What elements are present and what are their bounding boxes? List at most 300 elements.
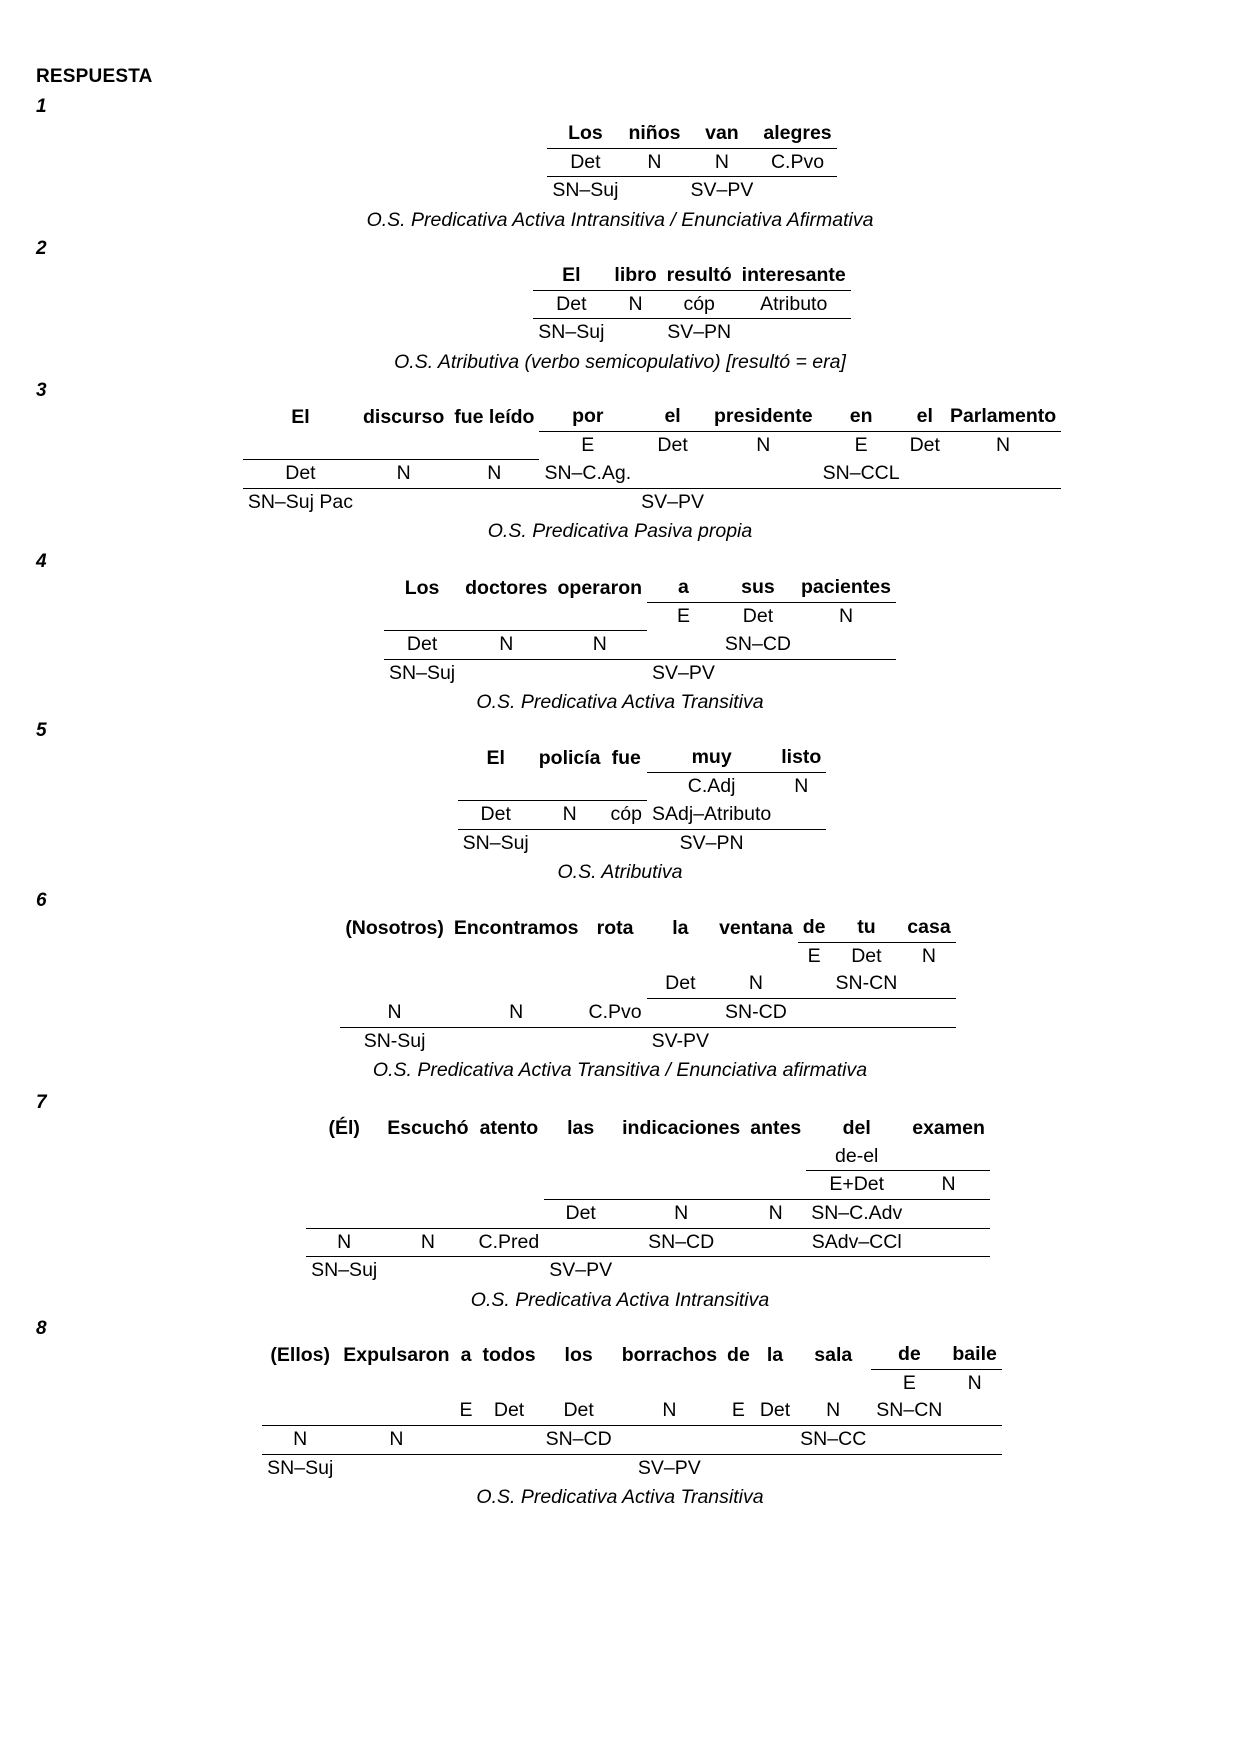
label-filler bbox=[454, 1454, 477, 1482]
label-filler bbox=[544, 1228, 617, 1257]
token: los bbox=[564, 1343, 593, 1366]
label: N bbox=[340, 999, 449, 1028]
analysis-row-words bbox=[262, 1341, 1002, 1369]
exercise-block-3 bbox=[0, 403, 1240, 546]
exercise-block-5 bbox=[0, 744, 1240, 887]
analysis-row-labels bbox=[533, 319, 850, 347]
label: SV–PN bbox=[667, 321, 732, 344]
label-filler bbox=[358, 431, 449, 459]
exercise-caption: O.S. Predicativa Activa Intransitiva / Enunciativa Afirmativa bbox=[366, 209, 874, 232]
label-filler bbox=[647, 942, 714, 970]
label-filler bbox=[796, 659, 896, 687]
analysis-row-labels bbox=[458, 800, 827, 829]
label-filler bbox=[714, 1027, 798, 1055]
analysis-table-1 bbox=[547, 120, 836, 205]
caption-wrap-6 bbox=[0, 1057, 1240, 1084]
label-filler bbox=[636, 459, 709, 488]
label-filler bbox=[945, 488, 1061, 516]
label-filler bbox=[617, 1257, 745, 1285]
label: N bbox=[714, 970, 798, 998]
analysis-row-words bbox=[306, 1115, 990, 1143]
token: antes bbox=[750, 1117, 802, 1139]
label: SN–Suj bbox=[462, 831, 529, 854]
label-filler bbox=[306, 1143, 382, 1171]
analysis-row-words bbox=[384, 574, 896, 602]
exercise-caption: O.S. Predicativa Activa Intransitiva bbox=[470, 1289, 770, 1312]
label-filler bbox=[902, 1027, 955, 1055]
label-filler bbox=[831, 999, 903, 1028]
label: Det bbox=[547, 148, 623, 177]
label: SN–CD bbox=[617, 1228, 745, 1257]
label: N bbox=[617, 1397, 722, 1425]
label: SV–PV bbox=[549, 1259, 613, 1282]
label: SN–CC bbox=[795, 1426, 871, 1455]
exercise-block-2 bbox=[0, 262, 1240, 376]
label-filler bbox=[947, 1454, 1001, 1482]
token: examen bbox=[912, 1117, 985, 1139]
label-filler bbox=[907, 1257, 990, 1285]
token: pacientes bbox=[796, 574, 896, 602]
label-filler bbox=[262, 1369, 338, 1397]
label-filler bbox=[795, 1369, 871, 1397]
label-filler bbox=[609, 319, 661, 347]
token: muy bbox=[647, 744, 776, 772]
analysis-row-labels bbox=[306, 1200, 990, 1229]
label-filler bbox=[947, 1426, 1001, 1455]
token: operaron bbox=[557, 576, 643, 599]
label: N bbox=[609, 290, 661, 319]
label-filler bbox=[617, 1143, 745, 1171]
analysis-row-labels bbox=[306, 1257, 990, 1285]
token: presidente bbox=[709, 403, 818, 431]
token: fue bbox=[611, 746, 641, 769]
label: Det bbox=[541, 1397, 617, 1425]
analysis-row-labels bbox=[384, 659, 896, 687]
label: N bbox=[306, 1228, 382, 1257]
label: SN–Suj bbox=[311, 1259, 378, 1282]
exercise-caption: O.S. Atributiva bbox=[557, 861, 683, 884]
token: del bbox=[842, 1117, 871, 1139]
label-filler bbox=[617, 1426, 722, 1455]
label-filler bbox=[338, 1369, 454, 1397]
label-filler bbox=[902, 999, 955, 1028]
exercise-number-5: 5 bbox=[36, 720, 47, 741]
label-filler bbox=[617, 1369, 722, 1397]
analysis-table-4 bbox=[384, 574, 896, 687]
label-filler bbox=[340, 970, 449, 998]
exercise-block-1 bbox=[0, 120, 1240, 234]
token: de bbox=[798, 914, 831, 942]
label: N bbox=[262, 1426, 338, 1455]
label: SN–Suj Pac bbox=[247, 490, 353, 513]
label-filler bbox=[722, 1454, 755, 1482]
label-filler bbox=[478, 1426, 541, 1455]
label-filler bbox=[534, 829, 606, 857]
label: Det bbox=[755, 1397, 795, 1425]
label: N bbox=[358, 459, 449, 488]
token: Encontramos bbox=[453, 916, 579, 939]
token: el bbox=[905, 403, 945, 431]
label: C.Pvo bbox=[758, 148, 836, 177]
caption-wrap-1 bbox=[0, 207, 1240, 234]
exercise-caption: O.S. Predicativa Pasiva propia bbox=[487, 520, 753, 543]
token: todos bbox=[482, 1343, 536, 1366]
label-filler bbox=[384, 602, 460, 630]
analysis-row-labels bbox=[306, 1228, 990, 1257]
analysis-row-labels bbox=[262, 1426, 1002, 1455]
token: Parlamento bbox=[945, 403, 1061, 431]
label: SV–PV bbox=[641, 490, 705, 513]
analysis-table-8 bbox=[262, 1341, 1002, 1482]
label: SV–PV bbox=[690, 179, 754, 202]
analysis-row-words bbox=[340, 914, 955, 942]
analysis-row-labels bbox=[262, 1397, 1002, 1425]
token: de bbox=[727, 1343, 750, 1366]
token: baile bbox=[947, 1341, 1001, 1369]
label-filler bbox=[474, 1171, 545, 1200]
caption-wrap-5 bbox=[0, 859, 1240, 886]
token: por bbox=[539, 403, 636, 431]
analysis-row-words bbox=[533, 262, 850, 290]
label-filler bbox=[544, 1171, 617, 1200]
token: Los bbox=[404, 576, 440, 599]
label: N bbox=[996, 433, 1011, 456]
label: C.Adj bbox=[687, 774, 736, 797]
label-filler bbox=[382, 1257, 473, 1285]
label-filler bbox=[358, 488, 449, 516]
label: SN–CCL bbox=[818, 459, 905, 488]
label-filler bbox=[306, 1200, 382, 1229]
analysis-row-labels bbox=[384, 602, 896, 630]
label-filler bbox=[474, 1257, 545, 1285]
label-filler bbox=[831, 1027, 903, 1055]
analysis-table-3 bbox=[243, 403, 1061, 516]
token: casa bbox=[902, 914, 955, 942]
analysis-table-6 bbox=[340, 914, 955, 1055]
token: policía bbox=[538, 746, 601, 769]
label: N bbox=[921, 944, 937, 967]
label: cóp bbox=[662, 290, 737, 319]
label-filler bbox=[902, 970, 955, 998]
label: N bbox=[449, 999, 584, 1028]
label-filler bbox=[945, 459, 1061, 488]
label: N bbox=[756, 433, 771, 456]
label: E bbox=[854, 433, 868, 456]
analysis-row-labels bbox=[243, 459, 1061, 488]
token: discurso bbox=[362, 405, 445, 428]
label-filler bbox=[905, 459, 945, 488]
label-filler bbox=[798, 970, 831, 998]
label: Det bbox=[909, 433, 940, 456]
token: las bbox=[567, 1117, 595, 1139]
exercise-caption: O.S. Predicativa Activa Transitiva bbox=[476, 691, 764, 714]
analysis-row-labels bbox=[458, 772, 827, 800]
token: El bbox=[533, 262, 609, 290]
token: Expulsaron bbox=[343, 1343, 450, 1366]
label: N bbox=[617, 1200, 745, 1229]
label-filler bbox=[474, 1200, 545, 1229]
label: N bbox=[460, 630, 552, 659]
label: N bbox=[338, 1426, 454, 1455]
label: N bbox=[685, 148, 758, 177]
token: Escuchó bbox=[387, 1117, 469, 1139]
label: SV–PV bbox=[652, 661, 715, 684]
exercise-block-7 bbox=[0, 1115, 1240, 1314]
exercise-number-8: 8 bbox=[36, 1318, 47, 1339]
label-filler bbox=[745, 1228, 806, 1257]
label-filler bbox=[617, 1171, 745, 1200]
label-filler bbox=[623, 177, 685, 205]
exercise-number-6: 6 bbox=[36, 890, 47, 911]
label-filler bbox=[745, 1171, 806, 1200]
label-filler bbox=[458, 772, 534, 800]
label: E bbox=[581, 433, 595, 456]
analysis-row-labels bbox=[533, 290, 850, 319]
label-filler bbox=[755, 1454, 795, 1482]
label: SAdj–Atributo bbox=[647, 800, 776, 829]
label: E+Det bbox=[806, 1171, 907, 1200]
caption-wrap-4 bbox=[0, 689, 1240, 716]
label-filler bbox=[306, 1171, 382, 1200]
label-filler bbox=[449, 431, 539, 459]
token: sala bbox=[814, 1343, 853, 1366]
analysis-row-labels bbox=[243, 488, 1061, 516]
label: N bbox=[795, 1397, 871, 1425]
token: el bbox=[636, 403, 709, 431]
label: E bbox=[454, 1397, 477, 1425]
label-filler bbox=[647, 630, 720, 659]
token: El bbox=[291, 405, 310, 428]
analysis-row-labels bbox=[262, 1454, 1002, 1482]
label: Det bbox=[243, 459, 358, 488]
label: Atributo bbox=[737, 290, 851, 319]
label-filler bbox=[871, 1426, 947, 1455]
label-filler bbox=[745, 1257, 806, 1285]
exercise-block-6 bbox=[0, 914, 1240, 1085]
token: la bbox=[672, 916, 689, 939]
label-filler bbox=[818, 488, 905, 516]
label-filler bbox=[714, 942, 798, 970]
label: SN–CD bbox=[720, 630, 796, 659]
exercise-number-1: 1 bbox=[36, 96, 47, 117]
label: N bbox=[534, 800, 606, 829]
label: SN–CN bbox=[871, 1397, 947, 1425]
label-filler bbox=[541, 1369, 617, 1397]
exercise-caption: O.S. Predicativa Activa Transitiva bbox=[476, 1486, 764, 1509]
analysis-row-labels bbox=[340, 970, 955, 998]
token: indicaciones bbox=[622, 1117, 741, 1139]
label-filler bbox=[737, 319, 851, 347]
token: en bbox=[818, 403, 905, 431]
label-filler bbox=[722, 1369, 755, 1397]
exercise-caption: O.S. Atributiva (verbo semicopulativo) [resultó = era] bbox=[394, 351, 846, 374]
analysis-row-words bbox=[458, 744, 827, 772]
label: cóp bbox=[606, 800, 647, 829]
token: van bbox=[685, 120, 758, 148]
token: niños bbox=[623, 120, 685, 148]
label-filler bbox=[544, 1143, 617, 1171]
label: Det bbox=[647, 970, 714, 998]
exercise-number-4: 4 bbox=[36, 551, 47, 572]
label-filler bbox=[606, 829, 647, 857]
label-filler bbox=[647, 999, 714, 1028]
analysis-row-words bbox=[547, 120, 836, 148]
token: ventana bbox=[719, 916, 793, 939]
label-filler bbox=[539, 488, 636, 516]
token: doctores bbox=[465, 576, 548, 599]
analysis-row-labels bbox=[384, 630, 896, 659]
label: Det bbox=[657, 433, 688, 456]
label: SV–PN bbox=[679, 831, 744, 854]
label: E bbox=[676, 604, 690, 627]
label-filler bbox=[709, 488, 818, 516]
analysis-row-labels bbox=[243, 431, 1061, 459]
analysis-row-labels bbox=[547, 177, 836, 205]
token: alegres bbox=[758, 120, 836, 148]
label: SN–CD bbox=[541, 1426, 617, 1455]
label-filler bbox=[871, 1454, 947, 1482]
label: N bbox=[907, 1171, 990, 1200]
label: N bbox=[838, 604, 854, 627]
analysis-row-labels bbox=[458, 829, 827, 857]
token: listo bbox=[776, 744, 826, 772]
label-filler bbox=[776, 800, 826, 829]
caption-wrap-7 bbox=[0, 1287, 1240, 1314]
analysis-row-labels bbox=[306, 1143, 990, 1171]
label: E bbox=[902, 1371, 916, 1394]
label-filler bbox=[722, 1426, 755, 1455]
label: N bbox=[967, 1371, 982, 1394]
analysis-row-labels bbox=[262, 1369, 1002, 1397]
token: (Él) bbox=[328, 1117, 360, 1139]
analysis-row-labels bbox=[340, 999, 955, 1028]
label: SN-CN bbox=[831, 970, 903, 998]
label: SN–Suj bbox=[552, 179, 619, 202]
label: SN–C.Ag. bbox=[539, 459, 636, 488]
token: borrachos bbox=[621, 1343, 718, 1366]
label: Det bbox=[478, 1397, 541, 1425]
label: N bbox=[794, 774, 809, 797]
token: tu bbox=[831, 914, 903, 942]
label: N bbox=[449, 459, 539, 488]
label-filler bbox=[340, 942, 449, 970]
label: Det bbox=[742, 604, 774, 627]
label-filler bbox=[478, 1369, 541, 1397]
token: El bbox=[486, 746, 505, 769]
label: Det bbox=[533, 290, 609, 319]
label-filler bbox=[449, 970, 584, 998]
caption-wrap-3 bbox=[0, 518, 1240, 545]
label-filler bbox=[798, 999, 831, 1028]
token: a bbox=[647, 574, 720, 602]
label-filler bbox=[755, 1426, 795, 1455]
label: C.Pvo bbox=[584, 999, 647, 1028]
label: SV–PV bbox=[637, 1456, 701, 1479]
label-filler bbox=[338, 1397, 454, 1425]
label-filler bbox=[584, 970, 647, 998]
label: de-el bbox=[806, 1143, 907, 1171]
label: Det bbox=[544, 1200, 617, 1229]
label-filler bbox=[907, 1143, 990, 1171]
token: sus bbox=[720, 574, 796, 602]
analysis-table-5 bbox=[458, 744, 827, 857]
label-filler bbox=[947, 1397, 1001, 1425]
label-filler bbox=[745, 1143, 806, 1171]
label: SN-CD bbox=[714, 999, 798, 1028]
label-filler bbox=[907, 1228, 990, 1257]
label: N bbox=[745, 1200, 806, 1229]
label-filler bbox=[806, 1257, 907, 1285]
label-filler bbox=[796, 630, 896, 659]
label-filler bbox=[709, 459, 818, 488]
label-filler bbox=[460, 659, 552, 687]
label: Det bbox=[851, 944, 882, 967]
token: interesante bbox=[737, 262, 851, 290]
label-filler bbox=[534, 772, 606, 800]
label-filler bbox=[474, 1143, 545, 1171]
label-filler bbox=[795, 1454, 871, 1482]
label-filler bbox=[449, 1027, 584, 1055]
token: resultó bbox=[662, 262, 737, 290]
token: fue leído bbox=[454, 405, 535, 428]
label: SN-Suj bbox=[363, 1029, 426, 1052]
label: SN–Suj bbox=[538, 321, 605, 344]
label-filler bbox=[606, 772, 647, 800]
caption-wrap-2 bbox=[0, 349, 1240, 376]
token: de bbox=[871, 1341, 947, 1369]
token: Los bbox=[547, 120, 623, 148]
label-filler bbox=[776, 829, 826, 857]
analysis-table-2 bbox=[533, 262, 850, 347]
label-filler bbox=[798, 1027, 831, 1055]
caption-wrap-8 bbox=[0, 1484, 1240, 1511]
exercise-number-7: 7 bbox=[36, 1092, 47, 1113]
label-filler bbox=[541, 1454, 617, 1482]
token: libro bbox=[609, 262, 661, 290]
token: la bbox=[766, 1343, 784, 1366]
analysis-row-words bbox=[243, 403, 1061, 431]
label-filler bbox=[584, 1027, 647, 1055]
label-filler bbox=[262, 1397, 338, 1425]
exercise-number-3: 3 bbox=[36, 380, 47, 401]
token: rota bbox=[596, 916, 634, 939]
page-title: RESPUESTA bbox=[36, 66, 153, 87]
label-filler bbox=[720, 659, 796, 687]
token: (Nosotros) bbox=[345, 916, 444, 939]
analysis-table-7 bbox=[306, 1115, 990, 1285]
label-filler bbox=[905, 488, 945, 516]
label: E bbox=[722, 1397, 755, 1425]
label-filler bbox=[454, 1369, 477, 1397]
exercise-number-2: 2 bbox=[36, 238, 47, 259]
token: atento bbox=[479, 1117, 539, 1139]
label: SN–C.Adv bbox=[806, 1200, 907, 1229]
label: SN–Suj bbox=[267, 1456, 334, 1479]
label-filler bbox=[758, 177, 836, 205]
label-filler bbox=[338, 1454, 454, 1482]
analysis-row-labels bbox=[340, 1027, 955, 1055]
label: SAdv–CCl bbox=[806, 1228, 907, 1257]
label-filler bbox=[553, 602, 648, 630]
label: N bbox=[623, 148, 685, 177]
label-filler bbox=[382, 1143, 473, 1171]
label: N bbox=[382, 1228, 473, 1257]
label: E bbox=[807, 944, 821, 967]
label-filler bbox=[478, 1454, 541, 1482]
label-filler bbox=[382, 1200, 473, 1229]
label: Det bbox=[458, 800, 534, 829]
label-filler bbox=[454, 1426, 477, 1455]
